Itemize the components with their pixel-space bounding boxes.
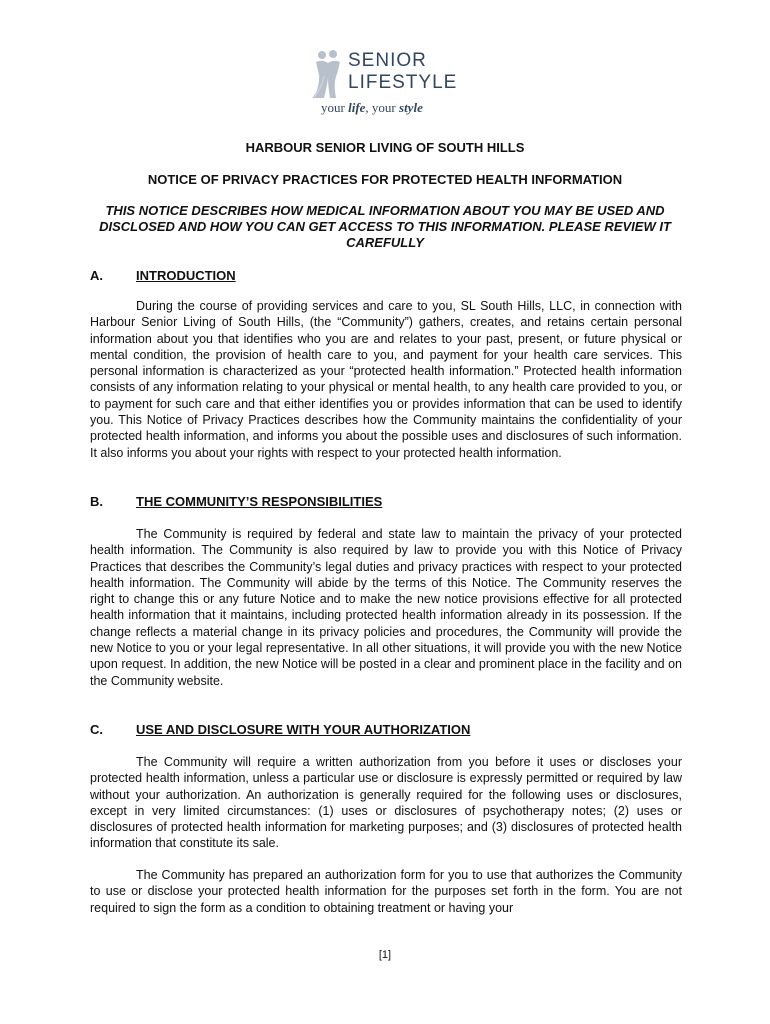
section-title: USE AND DISCLOSURE WITH YOUR AUTHORIZATION: [136, 722, 471, 737]
senior-lifestyle-logo: [308, 40, 468, 120]
dancing-couple-icon: [310, 48, 346, 100]
section-b-paragraph: The Community is required by federal and state law to maintain the privacy of your protected health information. The Community is also required by law to provide you with this Notice of Privacy Practices that describes the Community’s legal duties and privacy practices with respect to your protected health information. The Community will abide by the terms of this Notice. The Community reserves the right to change this or any future Notice and to make the new notice provisions effective for all protected health information that it maintains, including protected health information already in its possession. If the change reflects a material change in its privacy policies and procedures, the Community will provide the new Notice to you or your legal representative. In all other situations, it will provide you with the new Notice upon request. In addition, the new Notice will be posted in a clear and prominent place in the facility and on the Community website.: [90, 527, 682, 688]
section-c-paragraph-2: The Community has prepared an authorization form for you to use that authorizes the Community to use or disclose your protected health information for the purposes set forth in the form. You are not required to sign the form as a condition to obtaining treatment or having your: [90, 868, 682, 915]
section-a-paragraph: During the course of providing services and care to you, SL South Hills, LLC, in connection with Harbour Senior Living of South Hills, (the “Community”) gathers, creates, and retains certain personal information about you that identifies who you are and relates to your past, present, or future physical or mental condition, the provision of health care to you, and payment for your health care services. This personal information is characterized as your “protected health information.” Protected health information consists of any information relating to your physical or mental health, to any health care provided to you, or to payment for such care and that either identifies you or provides information that can be used to identify you. This Notice of Privacy Practices describes how the Community maintains the confidentiality of your protected health information, and informs you about the possible uses and disclosures of such information. It also informs you about your rights with respect to your protected health information.: [90, 299, 682, 460]
section-title: THE COMMUNITY’S RESPONSIBILITIES: [136, 494, 383, 509]
logo-text-senior: SENIOR: [348, 50, 427, 71]
logo-tagline: your life, your style: [321, 100, 423, 115]
section-title: INTRODUCTION: [136, 268, 236, 283]
section-a-heading: [90, 268, 236, 283]
section-letter: A.: [90, 268, 103, 283]
document-title: NOTICE OF PRIVACY PRACTICES FOR PROTECTED HEALTH INFORMATION: [147, 172, 623, 187]
org-title: HARBOUR SENIOR LIVING OF SOUTH HILLS: [245, 140, 525, 155]
section-letter: C.: [90, 722, 103, 737]
section-c-paragraph-1: The Community will require a written authorization from you before it uses or discloses your protected health information, unless a particular use or disclosure is expressly permitted or required by law without your authorization. An authorization is generally required for the following uses or disclosures, except in very limited circumstances: (1) uses or disclosures of psychotherapy notes; (2) uses or disclosures of protected health information for marketing purposes; and (3) disclosures of protected health information that constitute its sale.: [90, 755, 682, 851]
section-b-heading: [90, 494, 382, 509]
section-c-heading: [90, 722, 470, 737]
notice-statement: THIS NOTICE DESCRIBES HOW MEDICAL INFORMATION ABOUT YOU MAY BE USED AND DISCLOSED AND HOW YOU CAN GET ACCESS TO THIS INFORMATION. PLEASE REVIEW IT CAREFULLY: [99, 203, 671, 250]
section-letter: B.: [90, 494, 103, 509]
logo-text-lifestyle: LIFESTYLE: [348, 72, 458, 93]
page-number: [1]: [378, 949, 392, 961]
